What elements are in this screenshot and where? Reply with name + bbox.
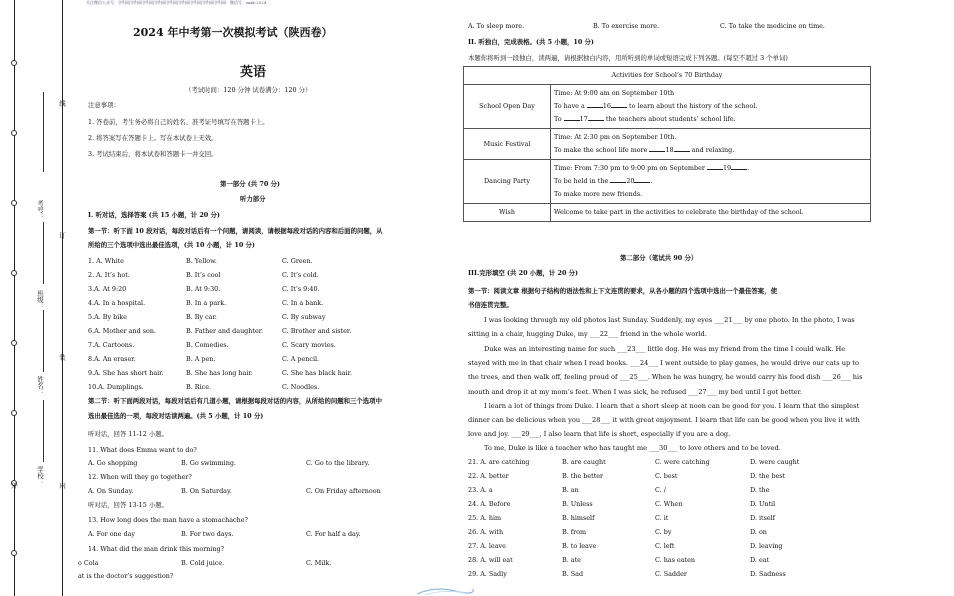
activity-details: Welcome to take part in the activities to celebrate the birthday of the school.: [551, 204, 871, 222]
activity-name: Wish: [464, 204, 551, 222]
section2-title: II. 听独白，完成表格。(共 5 小题，10 分): [468, 38, 594, 46]
header-watermark-strip: 关注微信公众号：学科网学科网学科网学科网学科网学科网学科网学科网学科网 · 微信号：zxxk-2024: [86, 0, 267, 5]
cloze-option-b: B. Unless: [562, 500, 593, 508]
option-b: B. Comedies.: [186, 341, 229, 349]
option-a: 4.A. In a hospital.: [88, 299, 146, 307]
cloze-option-d: D. itself: [750, 514, 776, 522]
option-c: C. Scary movies.: [282, 341, 336, 349]
binding-hole: [11, 550, 17, 556]
option-c: C. It’s cold.: [282, 271, 319, 279]
cloze-option-d: D. were caught: [750, 458, 800, 466]
listening-title: 听力部分: [240, 195, 266, 203]
notice-title: 注意事项：: [88, 101, 120, 109]
fill-line-exam-number: [43, 92, 45, 172]
listen-instruction: 听对话，回答 13-15 小题。: [88, 501, 169, 509]
cloze-option-a: 25. A. him: [468, 514, 502, 522]
cloze-option-d: D. the best: [750, 472, 786, 480]
margin-label-line: 线: [58, 100, 66, 107]
option-c: C. On Friday afternoon: [306, 487, 381, 495]
cloze-option-a: 28. A. will eat: [468, 556, 513, 564]
passage-paragraph: I learn a lot of things from Duke. I learn that a short sleep at noon can be good for you. I learn that the simplest dinner can be delicious when you ___28___ it with great enjoyment. I learn that life can be good when you live it with love and joy. ___29___, I also learn that life is short, especially if you are a dog.: [468, 402, 860, 439]
question-14: 14. What did the man drink this morning?: [88, 545, 225, 553]
cloze-option-a: 26. A. with: [468, 528, 504, 536]
binding-hole: [11, 200, 17, 206]
option-a: 1. A. White: [88, 257, 124, 265]
section1-title: I. 听对话，选择答案 (共 15 小题，计 20 分): [88, 211, 220, 219]
cloze-option-b: B. an: [562, 486, 579, 494]
margin-label-exam-number: 考号：: [36, 200, 44, 220]
passage-paragraph: Duke was an interesting name for such ___23___ little dog. He was my friend from the time I could walk. He stayed with me in that chair when I read books. ___24___ I went outside to play games, he would drive our cats up to the trees, and then walk off, feeling proud of ___25___. When he was hungry, he would carry his food dish ___26___ his mouth and drop it at my mom’s feet. When I was sick, he refused ___27___ my bed until I got better.: [468, 345, 863, 396]
cloze-option-d: D. the: [750, 486, 770, 494]
cloze-option-d: D. Until: [750, 500, 776, 508]
cloze-option-a: 29. A. Sadly: [468, 570, 507, 578]
section2-instruction: 本题你将听到一段独白，读两遍，请根据独白内容，用所听到的单词或短语完成下列各题。(每空不超过 3 个单词): [468, 54, 788, 62]
option-b: B. By car.: [186, 313, 217, 321]
fill-line-class: [43, 222, 45, 284]
cloze-option-a: 23. A. a: [468, 486, 493, 494]
detail-line: Time: From 7:30 pm to 9:00 pm on September 19 .: [554, 164, 750, 172]
binding-margin: [0, 0, 75, 596]
cloze-option-b: B. from: [562, 528, 587, 536]
blank-number: 17: [579, 115, 588, 123]
cloze-option-d: D. eat: [750, 556, 770, 564]
cloze-option-b: B. Sad: [562, 570, 584, 578]
detail-line: To have a 16 to learn about the history of the school.: [554, 102, 758, 110]
option-c: C. She has black hair.: [282, 369, 353, 377]
cloze-option-c: C. has eaten: [655, 556, 696, 564]
option-b: B. A pen.: [186, 355, 216, 363]
option-a: 7.A. Cartoons.: [88, 341, 135, 349]
cloze-option-b: B. the better: [562, 472, 604, 480]
cloze-option-a: 24. A. Before: [468, 500, 511, 508]
cloze-instruction: 书信连贯完整。: [468, 301, 513, 309]
option-c: C. A pencil.: [282, 355, 320, 363]
blank-number: 19: [722, 164, 732, 172]
option-a: A. To sleep more.: [468, 22, 525, 30]
section2-instruction: 第二节：听下面两段对话，每段对话后有几道小题，请根据每段对话的内容，从所给的问题和三个选项中: [88, 397, 382, 405]
detail-line: To make the school life more 18 and relaxing.: [554, 146, 735, 154]
activity-details: [551, 160, 871, 204]
table-caption: Activities for School’s 70 Birthday: [464, 67, 871, 85]
cloze-option-a: 22. A. better: [468, 472, 509, 480]
option-c: C. Brother and sister.: [282, 327, 352, 335]
option-b: B. On Saturday.: [181, 487, 232, 495]
detail-line: To 17 the teachers about students’ school life.: [554, 115, 736, 123]
option-a: 3.A. At 9:20: [88, 285, 127, 293]
detail-line: Time: At 2:30 pm on September 10th.: [554, 133, 677, 141]
blank-number: 18: [665, 146, 674, 154]
option-b: B. Cold juice.: [181, 559, 225, 567]
binding-line-outer: [14, 0, 15, 596]
notice-item: 2. 将答案写在答题卡上。写在本试卷上无效。: [88, 134, 218, 142]
cloze-option-c: C. were catching: [655, 458, 710, 466]
question-11: 11. What does Emma want to do?: [88, 446, 197, 454]
passage-paragraph: I was looking through my old photos last Sunday. Suddenly, my eyes ___21___ by one photo. In the photo, I was sitting in a chair, hugging Duke, my ___22___ friend in the whole world.: [468, 316, 855, 339]
fill-line-school: [43, 400, 45, 462]
option-c: C. Milk.: [306, 559, 332, 567]
cloze-option-d: D. on: [750, 528, 767, 536]
cloze-option-c: C. best: [655, 472, 678, 480]
option-b: B. Rice.: [186, 383, 212, 391]
section2-instruction: 选出最佳选的一项，每段对话读两遍。(共 5 小题，计 10 分): [88, 412, 264, 420]
binding-line-inner: [62, 0, 63, 596]
option-c: C. For half a day.: [306, 530, 361, 538]
cloze-option-c: C. left: [655, 542, 675, 550]
margin-label-bind: 装: [58, 354, 66, 361]
cloze-option-b: B. to leave: [562, 542, 597, 550]
option-c: C. In a bank.: [282, 299, 324, 307]
option-a: A. Go shopping: [88, 459, 138, 467]
cloze-option-d: D. leaving: [750, 542, 783, 550]
option-a: o Cola: [78, 559, 99, 567]
option-a: A. For one day: [88, 530, 135, 538]
margin-label-staple: 订: [58, 232, 66, 239]
section1-instruction: 所给的三个选项中选出最佳选项，(共 10 小题，计 10 分): [88, 241, 255, 249]
binding-hole: [11, 340, 17, 346]
exam-info: （考试时间：120 分钟 试卷满分：120 分）: [185, 86, 312, 94]
fill-line-name: [43, 310, 45, 372]
margin-label-outer: 外: [10, 482, 18, 489]
cloze-option-c: C. When: [655, 500, 683, 508]
passage-paragraph: To me, Duke is like a teacher who has taught me ___30___ to love others and to be loved.: [484, 444, 781, 452]
cloze-option-c: C. it: [655, 514, 669, 522]
detail-line: To make more new friends.: [554, 190, 643, 198]
exam-title: 2024 年中考第一次模拟考试（陕西卷）: [133, 26, 333, 39]
option-b: B. It’s cool: [186, 271, 221, 279]
notice-item: 3. 考试结束后，将本试卷和答题卡一并交回。: [88, 150, 218, 158]
cloze-option-b: B. are caught: [562, 458, 606, 466]
listen-instruction: 听对话，回答 11-12 小题。: [88, 430, 169, 438]
cloze-option-b: B. ate: [562, 556, 581, 564]
option-c: C. To take the medicine on time.: [720, 22, 825, 30]
activity-details: [551, 85, 871, 129]
part2-title: 第二部分（笔试共 90 分）: [620, 254, 698, 262]
margin-label-inner: 内: [58, 482, 66, 489]
cloze-option-c: C. Sadder: [655, 570, 687, 578]
activity-name: Music Festival: [464, 129, 551, 160]
option-c: C. Go to the library.: [306, 459, 370, 467]
binding-hole: [11, 270, 17, 276]
option-a: 10.A. Dumplings.: [88, 383, 144, 391]
binding-hole: [11, 410, 17, 416]
cloze-option-d: D. Sadness: [750, 570, 786, 578]
cloze-instruction: 第一节：阅读文章 根据句子结构的语法性和上下文连贯的要求，从各小题的四个选项中选出一个最佳答案，使: [468, 287, 777, 295]
section1-instruction: 第一节：听下面 10 段对话，每段对话后有一个问题，请阅读，请根据每段对话的内容和后面的问题，从: [88, 227, 383, 235]
activity-name: Dancing Party: [464, 160, 551, 204]
option-b: B. For two days.: [181, 530, 234, 538]
blank-number: 16: [602, 102, 611, 110]
activities-table: [463, 66, 871, 222]
cloze-option-a: 27. A. leave: [468, 542, 506, 550]
option-c: C. Noodles.: [282, 383, 320, 391]
option-b: B. To exercise more.: [593, 22, 660, 30]
margin-label-school: 学校：: [36, 466, 44, 486]
activity-name: School Open Day: [464, 85, 551, 129]
option-a: 6.A. Mother and son.: [88, 327, 157, 335]
option-a: A. On Sunday.: [88, 487, 134, 495]
question-12: 12. When will they go together?: [88, 473, 192, 481]
option-b: B. At 9:30.: [186, 285, 221, 293]
option-a: 9.A. She has short hair.: [88, 369, 164, 377]
cloze-option-a: 21. A. are catching: [468, 458, 530, 466]
question-15: at is the doctor’s suggestion?: [78, 572, 174, 580]
activity-details: [551, 129, 871, 160]
option-b: B. In a park.: [186, 299, 227, 307]
cloze-title: III.完形填空 (共 20 小题，计 20 分): [468, 269, 579, 277]
margin-label-class: 班级：: [36, 290, 44, 310]
part1-title: 第一部分 (共 70 分): [220, 180, 280, 188]
option-c: C. By subway: [282, 313, 326, 321]
detail-line: To be held in the 20 .: [554, 177, 653, 185]
cloze-option-c: C. by: [655, 528, 672, 536]
cloze-option-c: C. /: [655, 486, 666, 494]
subject-title: 英语: [240, 65, 267, 80]
question-13: 13. How long does the man have a stomachache?: [88, 516, 248, 524]
option-c: C. Green.: [282, 257, 313, 265]
margin-label-name: 姓名：: [36, 376, 44, 396]
option-a: 8.A. An eraser.: [88, 355, 136, 363]
detail-line: Time: At 9:00 am on September 10th: [554, 89, 675, 97]
decorative-swoosh-icon: [415, 586, 475, 596]
binding-hole: [11, 130, 17, 136]
blank-number: 20: [626, 177, 635, 185]
option-b: B. Yellow.: [186, 257, 217, 265]
notice-item: 1. 答卷前，考生务必将自己的姓名、准考证号填写在答题卡上。: [88, 118, 269, 126]
option-b: B. Father and daughter.: [186, 327, 264, 335]
option-a: 5.A. By bike: [88, 313, 127, 321]
option-a: 2. A. It’s hot.: [88, 271, 130, 279]
cloze-option-b: B. himself: [562, 514, 595, 522]
binding-hole: [11, 60, 17, 66]
option-c: C. It’s 9:40.: [282, 285, 320, 293]
option-b: B. She has long hair.: [186, 369, 253, 377]
option-b: B. Go swimming.: [181, 459, 236, 467]
